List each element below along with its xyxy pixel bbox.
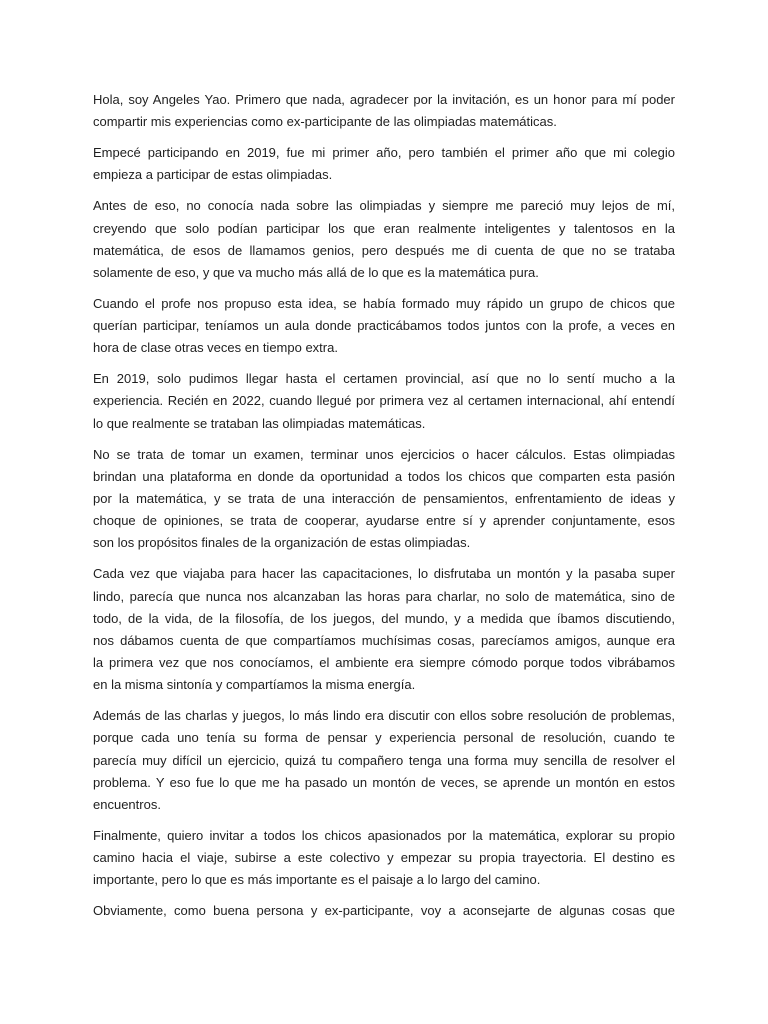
text-line: parecía muy difícil un ejercicio, quizá tu compañero tenga una forma muy sencilla de resolver el: [93, 752, 675, 768]
text-line: No se trata de tomar un examen, terminar unos ejercicios o hacer cálculos. Estas olimpiadas: [93, 446, 675, 462]
text-line: solamente de eso, y que va mucho más allá de lo que es la matemática pura.: [93, 264, 539, 280]
text-line: encuentros.: [93, 797, 161, 813]
text-line: Cuando el profe nos propuso esta idea, se había formado muy rápido un grupo de chicos que: [93, 295, 675, 311]
text-line: la primera vez que nos conocíamos, el ambiente era siempre cómodo porque todos vibrábamos: [93, 655, 675, 671]
text-line: porque cada uno tenía su forma de pensar y experiencia personal de resolución, cuando te: [93, 730, 675, 746]
text-line: querían participar, teníamos un aula donde practicábamos todos juntos con la profe, a veces en: [93, 318, 675, 334]
paragraph: [93, 368, 675, 435]
paragraph: [93, 900, 675, 922]
text-line: Hola, soy Angeles Yao. Primero que nada, agradecer por la invitación, es un honor para mí poder: [93, 92, 675, 107]
paragraph: [93, 195, 675, 284]
text-line: brindan una plataforma en donde da oportunidad a todos los chicos que comparten esta pasión: [93, 468, 675, 484]
paragraph: [93, 89, 675, 133]
text-line: experiencia. Recién en 2022, cuando llegué por primera vez al certamen internacional, ahí entendí: [93, 393, 675, 409]
paragraph: [93, 293, 675, 360]
text-line: Cada vez que viajaba para hacer las capacitaciones, lo disfrutaba un montón y la pasaba super: [93, 566, 675, 582]
text-line: Finalmente, quiero invitar a todos los chicos apasionados por la matemática, explorar su propio: [93, 828, 675, 843]
text-line: lindo, parecía que nunca nos alcanzaban las horas para charlar, no solo de matemática, sino de: [93, 588, 675, 604]
text-line: matemática, de esos de llamamos genios, pero después me di cuenta de que no se trataba: [93, 242, 675, 258]
text-line: Empecé participando en 2019, fue mi primer año, pero también el primer año que mi colegio: [93, 145, 675, 161]
text-line: creyendo que solo podían participar los que eran realmente inteligentes y talentosos en la: [93, 220, 675, 236]
paragraph: [93, 444, 675, 555]
paragraph: [93, 142, 675, 186]
text-line: Antes de eso, no conocía nada sobre las olimpiadas y siempre me pareció muy lejos de mí,: [93, 198, 675, 214]
text-line: por la matemática, y se trata de una interacción de pensamientos, enfrentamiento de ideas y: [93, 490, 675, 506]
paragraph: [93, 825, 675, 892]
text-line: camino hacia el viaje, subirse a este colectivo y empezar su propia trayectoria. El destino es: [93, 850, 675, 866]
text-line: en la misma sintonía y compartíamos la misma energía.: [93, 677, 416, 693]
text-line: empieza a participar de estas olimpiadas.: [93, 167, 333, 183]
paragraph: [93, 705, 675, 816]
text-line: todo, de la vida, de la filosofía, de los juegos, del mundo, y a medida que íbamos discutiendo,: [93, 610, 675, 626]
text-line: En 2019, solo pudimos llegar hasta el certamen provincial, así que no lo sentí mucho a la: [93, 371, 675, 387]
text-line: problema. Y eso fue lo que me ha pasado un montón de veces, se aprende un montón en estos: [93, 774, 675, 790]
text-line: compartir mis experiencias como ex-participante de las olimpiadas matemáticas.: [93, 114, 557, 130]
text-line: nos dábamos cuenta de que compartíamos muchísimas cosas, parecíamos amigos, aunque era: [93, 632, 675, 648]
text-line: choque de opiniones, se trata de cooperar, ayudarse entre sí y aprender conjuntamente, esos: [93, 513, 675, 529]
text-line: son los propósitos finales de la organización de estas olimpiadas.: [93, 535, 471, 551]
paragraph: [93, 563, 675, 696]
text-line: importante, pero lo que es más importante es el paisaje a lo largo del camino.: [93, 872, 541, 888]
text-line: lo que realmente se trataban las olimpiadas matemáticas.: [93, 415, 426, 431]
text-line: hora de clase otras veces en tiempo extra.: [93, 340, 338, 356]
body-text: [93, 89, 675, 931]
text-line: Además de las charlas y juegos, lo más lindo era discutir con ellos sobre resolución de problemas,: [93, 708, 675, 724]
text-line: Obviamente, como buena persona y ex-participante, voy a aconsejarte de algunas cosas que: [93, 903, 675, 919]
